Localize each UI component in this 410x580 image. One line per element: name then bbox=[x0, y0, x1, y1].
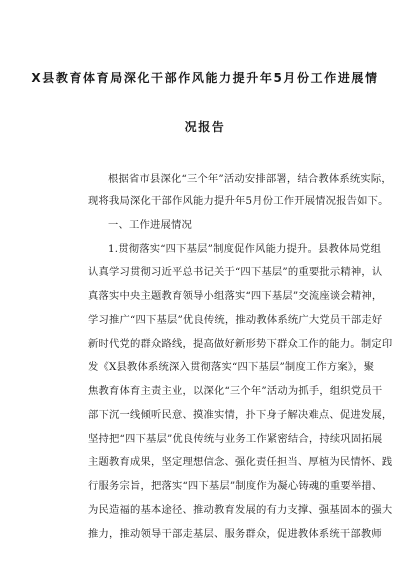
paragraph-line: 学习推广“四下基层”优良传统，推动教体系统广大党员干部走好 bbox=[88, 314, 383, 326]
document-title-line-2: 况报告 bbox=[184, 120, 226, 134]
paragraph-line: 坚持把“四下基层”优良传统与业务工作紧密结合，持续巩固拓展 bbox=[88, 433, 383, 445]
paragraph-line: 真落实中央主题教育领导小组落实“四下基层”交流座谈会精神， bbox=[88, 290, 383, 302]
paragraph-line: 为民造福的基本途径、推动教育发展的有力支撑、强基固本的强大 bbox=[88, 504, 393, 516]
paragraph-line: 认真学习贯彻习近平总书记关于“四下基层”的重要批示精神，认 bbox=[88, 266, 383, 278]
paragraph-line: 部下沉一线倾听民意、摸准实情，扑下身子解决难点、促进发展， bbox=[88, 409, 393, 421]
paragraph-line: 推力，推动领导干部走基层、服务群众，促进教体系统干部教师 bbox=[88, 528, 382, 540]
paragraph-line: 1.贯彻落实“四下基层”制度促作风能力提升。县教体局党组 bbox=[108, 243, 382, 255]
paragraph-line: 焦教育体育主责主业，以深化“三个年”活动为抓手，组织党员干 bbox=[88, 385, 383, 397]
document-title-line-1: X县教育体育局深化干部作风能力提升年5月份工作进展情 bbox=[31, 71, 379, 85]
paragraph-line: 新时代党的群众路线，提高做好新形势下群众工作的能力。制定印 bbox=[88, 338, 393, 350]
paragraph-line: 主题教育成果，坚定理想信念、强化责任担当、厚植为民情怀、践 bbox=[88, 456, 393, 468]
paragraph-line: 现将我局深化干部作风能力提升年5月份工作开展情况报告如下。 bbox=[88, 195, 389, 207]
paragraph-line: 发《X县教体系统深入贯彻落实“四下基层”制度工作方案》，聚 bbox=[88, 361, 375, 373]
paragraph-line: 根据省市县深化“三个年”活动安排部署，结合教体系统实际， bbox=[108, 173, 392, 185]
section-heading: 一、工作进展情况 bbox=[108, 219, 192, 231]
paragraph-line: 行服务宗旨，把落实“四下基层”制度作为凝心铸魂的重要举措、 bbox=[88, 480, 383, 492]
